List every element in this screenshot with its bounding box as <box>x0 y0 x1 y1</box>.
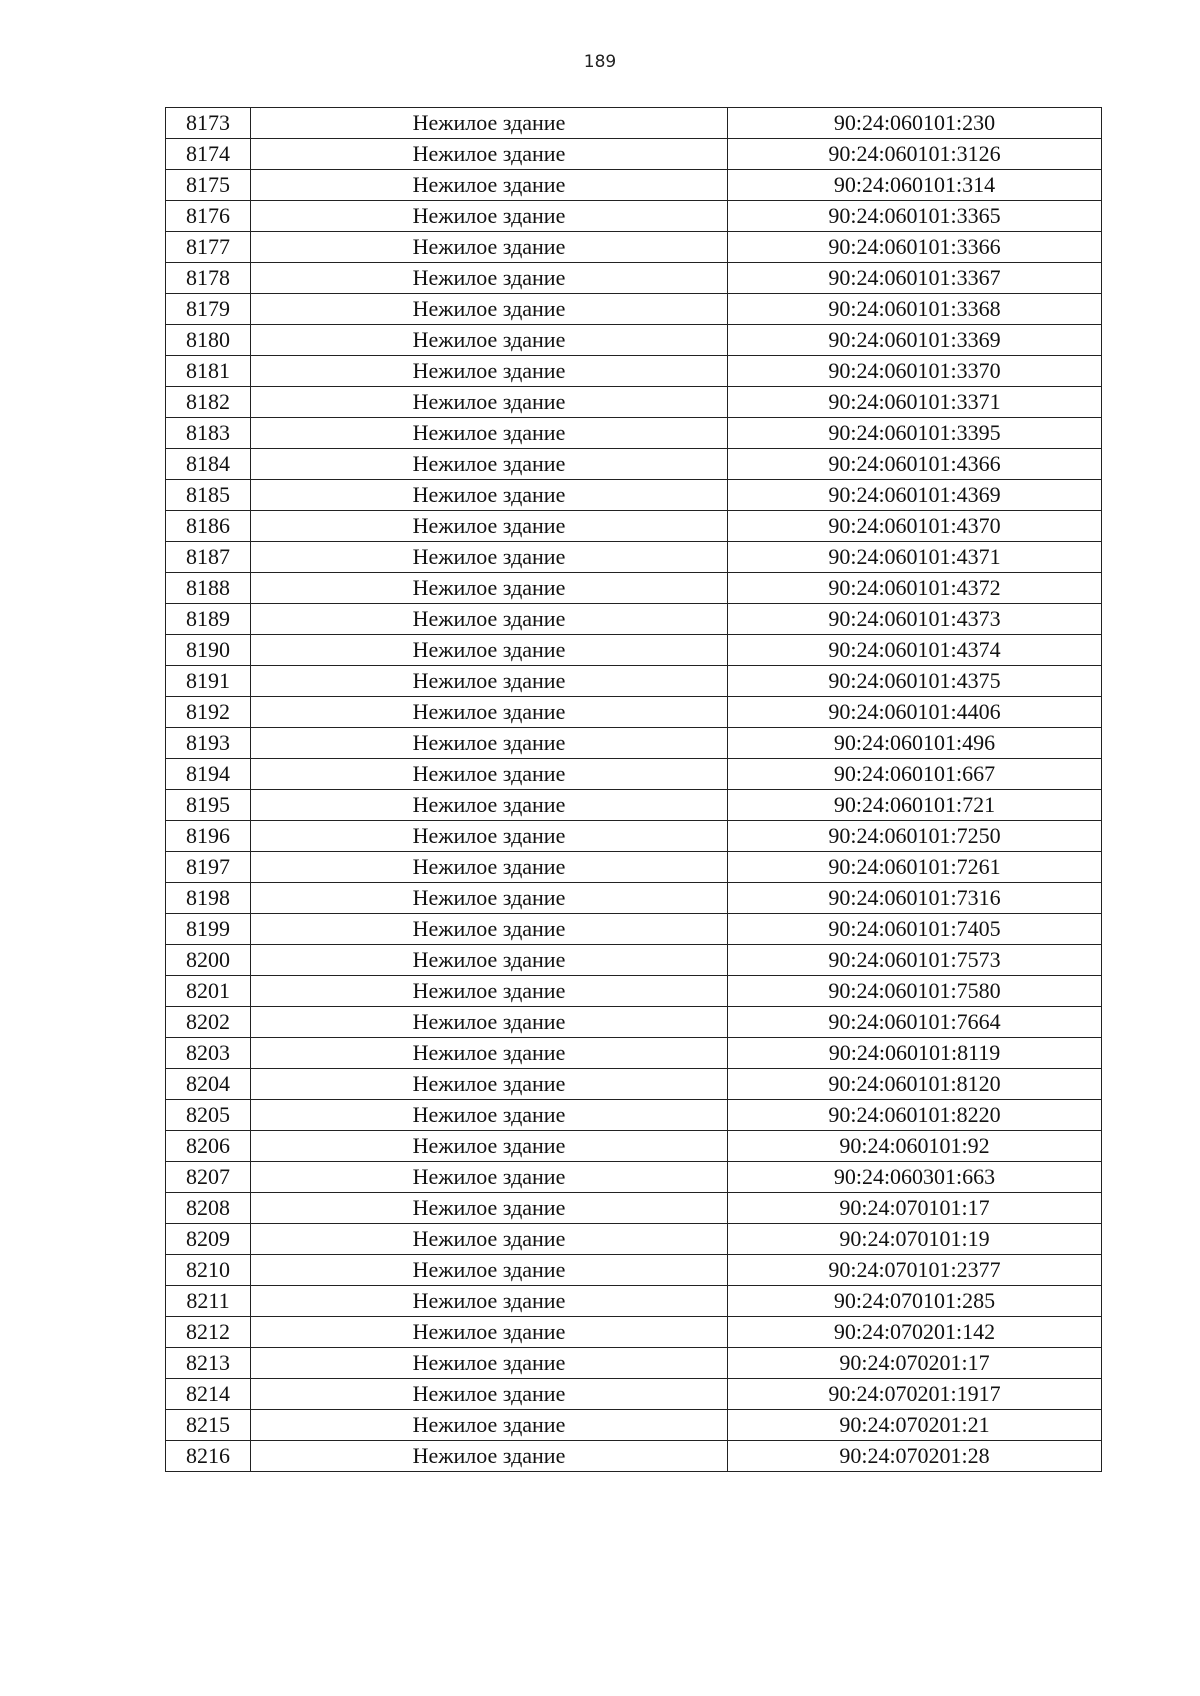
table-row <box>166 1410 1102 1441</box>
row-number-cell: 8173 <box>166 108 251 139</box>
table-row <box>166 1255 1102 1286</box>
table-row <box>166 604 1102 635</box>
object-type-cell: Нежилое здание <box>251 511 728 542</box>
row-number-cell: 8179 <box>166 294 251 325</box>
table-row <box>166 201 1102 232</box>
cadastral-number-cell: 90:24:060101:3371 <box>728 387 1102 418</box>
table-row <box>166 852 1102 883</box>
object-type-cell: Нежилое здание <box>251 635 728 666</box>
cadastral-number-cell: 90:24:070201:21 <box>728 1410 1102 1441</box>
row-number-cell: 8187 <box>166 542 251 573</box>
object-type-cell: Нежилое здание <box>251 883 728 914</box>
row-number-cell: 8197 <box>166 852 251 883</box>
table-row <box>166 1038 1102 1069</box>
cadastral-number-cell: 90:24:060101:7580 <box>728 976 1102 1007</box>
table-row <box>166 1162 1102 1193</box>
object-type-cell: Нежилое здание <box>251 325 728 356</box>
row-number-cell: 8183 <box>166 418 251 449</box>
cadastral-number-cell: 90:24:060101:721 <box>728 790 1102 821</box>
cadastral-number-cell: 90:24:060101:3370 <box>728 356 1102 387</box>
object-type-cell: Нежилое здание <box>251 790 728 821</box>
object-type-cell: Нежилое здание <box>251 573 728 604</box>
row-number-cell: 8202 <box>166 1007 251 1038</box>
object-type-cell: Нежилое здание <box>251 170 728 201</box>
row-number-cell: 8209 <box>166 1224 251 1255</box>
cadastral-number-cell: 90:24:060101:7664 <box>728 1007 1102 1038</box>
row-number-cell: 8216 <box>166 1441 251 1472</box>
table-row <box>166 1286 1102 1317</box>
cadastral-number-cell: 90:24:060101:7250 <box>728 821 1102 852</box>
cadastral-number-cell: 90:24:070201:1917 <box>728 1379 1102 1410</box>
row-number-cell: 8201 <box>166 976 251 1007</box>
object-type-cell: Нежилое здание <box>251 480 728 511</box>
cadastral-number-cell: 90:24:060101:92 <box>728 1131 1102 1162</box>
object-type-cell: Нежилое здание <box>251 1379 728 1410</box>
row-number-cell: 8178 <box>166 263 251 294</box>
table-row <box>166 914 1102 945</box>
table-row <box>166 1131 1102 1162</box>
object-type-cell: Нежилое здание <box>251 914 728 945</box>
object-type-cell: Нежилое здание <box>251 232 728 263</box>
row-number-cell: 8185 <box>166 480 251 511</box>
table-row <box>166 108 1102 139</box>
row-number-cell: 8212 <box>166 1317 251 1348</box>
object-type-cell: Нежилое здание <box>251 108 728 139</box>
cadastral-number-cell: 90:24:060101:4375 <box>728 666 1102 697</box>
object-type-cell: Нежилое здание <box>251 1441 728 1472</box>
cadastral-number-cell: 90:24:070101:17 <box>728 1193 1102 1224</box>
row-number-cell: 8215 <box>166 1410 251 1441</box>
object-type-cell: Нежилое здание <box>251 1069 728 1100</box>
cadastral-number-cell: 90:24:060101:4372 <box>728 573 1102 604</box>
table-row <box>166 728 1102 759</box>
object-type-cell: Нежилое здание <box>251 1317 728 1348</box>
object-type-cell: Нежилое здание <box>251 697 728 728</box>
cadastral-number-cell: 90:24:060101:3367 <box>728 263 1102 294</box>
cadastral-number-cell: 90:24:060101:230 <box>728 108 1102 139</box>
object-type-cell: Нежилое здание <box>251 263 728 294</box>
table-row <box>166 759 1102 790</box>
cadastral-number-cell: 90:24:070101:2377 <box>728 1255 1102 1286</box>
row-number-cell: 8190 <box>166 635 251 666</box>
object-type-cell: Нежилое здание <box>251 945 728 976</box>
row-number-cell: 8198 <box>166 883 251 914</box>
row-number-cell: 8210 <box>166 1255 251 1286</box>
cadastral-number-cell: 90:24:060101:3369 <box>728 325 1102 356</box>
row-number-cell: 8214 <box>166 1379 251 1410</box>
object-type-cell: Нежилое здание <box>251 604 728 635</box>
row-number-cell: 8204 <box>166 1069 251 1100</box>
row-number-cell: 8203 <box>166 1038 251 1069</box>
cadastral-number-cell: 90:24:060101:4406 <box>728 697 1102 728</box>
row-number-cell: 8177 <box>166 232 251 263</box>
cadastral-number-cell: 90:24:060101:8220 <box>728 1100 1102 1131</box>
table-row <box>166 480 1102 511</box>
object-type-cell: Нежилое здание <box>251 1348 728 1379</box>
object-type-cell: Нежилое здание <box>251 759 728 790</box>
row-number-cell: 8211 <box>166 1286 251 1317</box>
row-number-cell: 8208 <box>166 1193 251 1224</box>
cadastral-number-cell: 90:24:060101:3365 <box>728 201 1102 232</box>
row-number-cell: 8199 <box>166 914 251 945</box>
table-row <box>166 170 1102 201</box>
table-row <box>166 1224 1102 1255</box>
object-type-cell: Нежилое здание <box>251 976 728 1007</box>
row-number-cell: 8189 <box>166 604 251 635</box>
object-type-cell: Нежилое здание <box>251 139 728 170</box>
row-number-cell: 8188 <box>166 573 251 604</box>
object-type-cell: Нежилое здание <box>251 1100 728 1131</box>
cadastral-number-cell: 90:24:070101:285 <box>728 1286 1102 1317</box>
object-type-cell: Нежилое здание <box>251 449 728 480</box>
table-row <box>166 1348 1102 1379</box>
object-type-cell: Нежилое здание <box>251 1131 728 1162</box>
cadastral-number-cell: 90:24:060101:4366 <box>728 449 1102 480</box>
cadastral-number-cell: 90:24:060101:667 <box>728 759 1102 790</box>
row-number-cell: 8196 <box>166 821 251 852</box>
row-number-cell: 8195 <box>166 790 251 821</box>
row-number-cell: 8182 <box>166 387 251 418</box>
table-row <box>166 883 1102 914</box>
cadastral-number-cell: 90:24:070101:19 <box>728 1224 1102 1255</box>
cadastral-number-cell: 90:24:070201:28 <box>728 1441 1102 1472</box>
cadastral-number-cell: 90:24:060101:314 <box>728 170 1102 201</box>
row-number-cell: 8206 <box>166 1131 251 1162</box>
table-row <box>166 635 1102 666</box>
object-type-cell: Нежилое здание <box>251 821 728 852</box>
row-number-cell: 8193 <box>166 728 251 759</box>
cadastral-number-cell: 90:24:070201:17 <box>728 1348 1102 1379</box>
object-type-cell: Нежилое здание <box>251 542 728 573</box>
object-type-cell: Нежилое здание <box>251 356 728 387</box>
row-number-cell: 8176 <box>166 201 251 232</box>
row-number-cell: 8175 <box>166 170 251 201</box>
object-type-cell: Нежилое здание <box>251 1410 728 1441</box>
table-row <box>166 139 1102 170</box>
table-row <box>166 790 1102 821</box>
row-number-cell: 8174 <box>166 139 251 170</box>
cadastral-number-cell: 90:24:060101:4370 <box>728 511 1102 542</box>
cadastral-number-cell: 90:24:060101:4373 <box>728 604 1102 635</box>
table-row <box>166 666 1102 697</box>
table-row <box>166 1379 1102 1410</box>
row-number-cell: 8205 <box>166 1100 251 1131</box>
cadastral-number-cell: 90:24:060101:4374 <box>728 635 1102 666</box>
cadastral-number-cell: 90:24:060101:496 <box>728 728 1102 759</box>
table-row <box>166 697 1102 728</box>
object-type-cell: Нежилое здание <box>251 1286 728 1317</box>
table-row <box>166 976 1102 1007</box>
table-row <box>166 1317 1102 1348</box>
table-row <box>166 1100 1102 1131</box>
table-row <box>166 418 1102 449</box>
object-type-cell: Нежилое здание <box>251 1255 728 1286</box>
table-row <box>166 1441 1102 1472</box>
row-number-cell: 8180 <box>166 325 251 356</box>
table-row <box>166 542 1102 573</box>
row-number-cell: 8184 <box>166 449 251 480</box>
table-row <box>166 356 1102 387</box>
table-row <box>166 945 1102 976</box>
table-row <box>166 232 1102 263</box>
table-row <box>166 387 1102 418</box>
row-number-cell: 8200 <box>166 945 251 976</box>
cadastral-number-cell: 90:24:060101:3126 <box>728 139 1102 170</box>
property-table-body <box>166 108 1102 1472</box>
table-row <box>166 573 1102 604</box>
property-table <box>165 107 1102 1472</box>
object-type-cell: Нежилое здание <box>251 387 728 418</box>
cadastral-number-cell: 90:24:060101:3395 <box>728 418 1102 449</box>
page-number: 189 <box>583 52 617 72</box>
row-number-cell: 8186 <box>166 511 251 542</box>
cadastral-number-cell: 90:24:060101:8120 <box>728 1069 1102 1100</box>
table-row <box>166 449 1102 480</box>
object-type-cell: Нежилое здание <box>251 418 728 449</box>
object-type-cell: Нежилое здание <box>251 1007 728 1038</box>
cadastral-number-cell: 90:24:060101:4369 <box>728 480 1102 511</box>
cadastral-number-cell: 90:24:060101:7573 <box>728 945 1102 976</box>
cadastral-number-cell: 90:24:060101:7316 <box>728 883 1102 914</box>
cadastral-number-cell: 90:24:060301:663 <box>728 1162 1102 1193</box>
row-number-cell: 8194 <box>166 759 251 790</box>
cadastral-number-cell: 90:24:060101:8119 <box>728 1038 1102 1069</box>
table-row <box>166 263 1102 294</box>
object-type-cell: Нежилое здание <box>251 294 728 325</box>
row-number-cell: 8191 <box>166 666 251 697</box>
object-type-cell: Нежилое здание <box>251 1224 728 1255</box>
table-row <box>166 325 1102 356</box>
table-row <box>166 821 1102 852</box>
object-type-cell: Нежилое здание <box>251 852 728 883</box>
cadastral-number-cell: 90:24:060101:7261 <box>728 852 1102 883</box>
row-number-cell: 8207 <box>166 1162 251 1193</box>
table-row <box>166 511 1102 542</box>
object-type-cell: Нежилое здание <box>251 1038 728 1069</box>
object-type-cell: Нежилое здание <box>251 1193 728 1224</box>
table-row <box>166 1069 1102 1100</box>
cadastral-number-cell: 90:24:060101:3366 <box>728 232 1102 263</box>
object-type-cell: Нежилое здание <box>251 666 728 697</box>
table-row <box>166 1193 1102 1224</box>
cadastral-number-cell: 90:24:060101:4371 <box>728 542 1102 573</box>
object-type-cell: Нежилое здание <box>251 201 728 232</box>
cadastral-number-cell: 90:24:060101:7405 <box>728 914 1102 945</box>
cadastral-number-cell: 90:24:070201:142 <box>728 1317 1102 1348</box>
object-type-cell: Нежилое здание <box>251 728 728 759</box>
row-number-cell: 8181 <box>166 356 251 387</box>
row-number-cell: 8192 <box>166 697 251 728</box>
table-row <box>166 294 1102 325</box>
cadastral-number-cell: 90:24:060101:3368 <box>728 294 1102 325</box>
object-type-cell: Нежилое здание <box>251 1162 728 1193</box>
row-number-cell: 8213 <box>166 1348 251 1379</box>
table-row <box>166 1007 1102 1038</box>
